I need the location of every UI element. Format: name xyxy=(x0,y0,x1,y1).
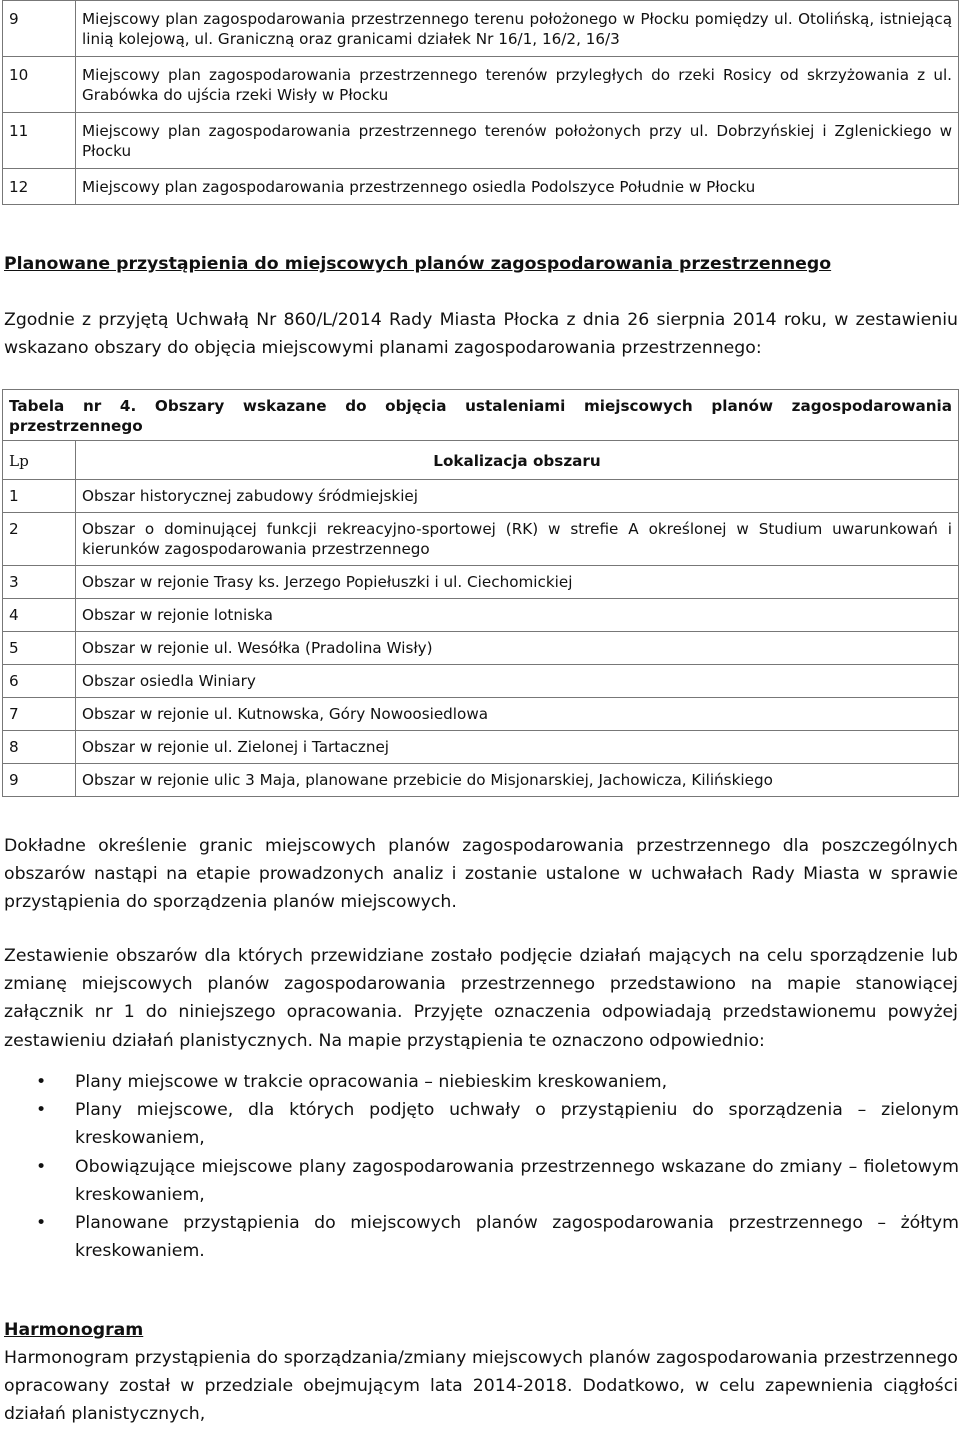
bullet-icon: • xyxy=(36,1072,47,1092)
table-row xyxy=(3,480,959,513)
list-item xyxy=(0,1068,959,1096)
row-number: 9 xyxy=(3,1,76,57)
row-number: 2 xyxy=(3,513,76,566)
list-item xyxy=(0,1096,959,1152)
row-number: 6 xyxy=(3,665,76,698)
table-row xyxy=(3,1,959,57)
row-text: Miejscowy plan zagospodarowania przestrzennego osiedla Podolszyce Południe w Płocku xyxy=(76,169,959,205)
row-text: Obszar w rejonie ul. Kutnowska, Góry Nowoosiedlowa xyxy=(76,698,959,731)
row-number: 7 xyxy=(3,698,76,731)
schedule-paragraph: Harmonogram przystąpienia do sporządzania/zmiany miejscowych planów zagospodarowania przestrzennego opracowany został w przedziale obejmującym lata 2014-2018. Dodatkowo, w celu zapewnienia ciągłości działań planistycznych, xyxy=(4,1348,958,1425)
planned-heading: Planowane przystąpienia do miejscowych planów zagospodarowania przestrzennego xyxy=(4,254,832,274)
table-row xyxy=(3,513,959,566)
row-number: 4 xyxy=(3,599,76,632)
planned-paragraph: Zgodnie z przyjętą Uchwałą Nr 860/L/2014 Rady Miasta Płocka z dnia 26 sierpnia 2014 roku, w zestawieniu wskazano obszary do objęcia miejscowymi planami zagospodarowania przestrzennego: xyxy=(4,310,958,359)
bullet-icon: • xyxy=(36,1100,47,1121)
table-4 xyxy=(2,389,959,797)
table-row xyxy=(3,113,959,169)
table-caption: Tabela nr 4. Obszary wskazane do objęcia ustaleniami miejscowych planów zagospodarowania przestrzennego xyxy=(3,390,959,441)
plans-table-continued xyxy=(2,0,959,205)
table-row xyxy=(3,731,959,764)
row-text: Miejscowy plan zagospodarowania przestrzennego terenu położonego w Płocku pomiędzy ul. Otolińską, istniejącą linią kolejową, ul. Graniczną oraz granicami działek Nr 16/1, 16/2, 16/3 xyxy=(76,1,959,57)
list-item-text: Obowiązujące miejscowe plany zagospodarowania przestrzennego wskazane do zmiany – fioletowym kreskowaniem, xyxy=(75,1156,959,1205)
row-text: Obszar osiedla Winiary xyxy=(76,665,959,698)
table-row xyxy=(3,764,959,797)
table-row xyxy=(3,599,959,632)
table-row xyxy=(3,57,959,113)
list-item xyxy=(0,1209,959,1265)
list-item-text: Plany miejscowe, dla których podjęto uchwały o przystąpieniu do sporządzenia – zielonym kreskowaniem, xyxy=(75,1100,959,1149)
column-header-location: Lokalizacja obszaru xyxy=(76,441,959,480)
table-row xyxy=(3,169,959,205)
row-number: 3 xyxy=(3,566,76,599)
row-text: Obszar o dominującej funkcji rekreacyjno-sportowej (RK) w strefie A określonej w Studium uwarunkowań i kierunków zagospodarowania przestrzennego xyxy=(76,513,959,566)
row-number: 9 xyxy=(3,764,76,797)
table-row xyxy=(3,632,959,665)
row-text: Obszar w rejonie ulic 3 Maja, planowane przebicie do Misjonarskiej, Jachowicza, Kilińskiego xyxy=(76,764,959,797)
bullet-icon: • xyxy=(36,1156,47,1177)
row-number: 1 xyxy=(3,480,76,513)
table-row xyxy=(3,665,959,698)
row-text: Miejscowy plan zagospodarowania przestrzennego terenów przyległych do rzeki Rosicy od skrzyżowania z ul. Grabówka do ujścia rzeki Wisły w Płocku xyxy=(76,57,959,113)
list-item-text: Planowane przystąpienia do miejscowych planów zagospodarowania przestrzennego – żółtym kreskowaniem. xyxy=(75,1213,959,1262)
table-caption-row xyxy=(3,390,959,441)
row-number: 8 xyxy=(3,731,76,764)
detail-paragraph: Dokładne określenie granic miejscowych planów zagospodarowania przestrzennego dla poszczególnych obszarów nastąpi na etapie prowadzonych analiz i zostanie ustalone w uchwałach Rady Miasta w sprawie przystąpienia do sporządzenia planów miejscowych. xyxy=(4,836,958,913)
row-number: 5 xyxy=(3,632,76,665)
list-item-text: Plany miejscowe w trakcie opracowania – niebieskim kreskowaniem, xyxy=(75,1072,668,1092)
row-text: Obszar w rejonie ul. Zielonej i Tartacznej xyxy=(76,731,959,764)
summary-paragraph: Zestawienie obszarów dla których przewidziane zostało podjęcie działań mających na celu sporządzenie lub zmianę miejscowych planów zagospodarowania przestrzennego przedstawiono na mapie stanowiącej załącznik nr 1 do niniejszego opracowania. Przyjęte oznaczenia odpowiadają przedstawionemu powyżej zestawieniu działań planistycznych. Na mapie przystąpienia te oznaczono odpowiednio: xyxy=(4,946,958,1051)
table-row xyxy=(3,566,959,599)
column-header-lp: Lp xyxy=(3,441,76,480)
row-number: 11 xyxy=(3,113,76,169)
row-text: Obszar w rejonie ul. Wesółka (Pradolina Wisły) xyxy=(76,632,959,665)
table-header-row xyxy=(3,441,959,480)
schedule-heading: Harmonogram xyxy=(4,1320,144,1340)
row-text: Miejscowy plan zagospodarowania przestrzennego terenów położonych przy ul. Dobrzyńskiej i Zglenickiego w Płocku xyxy=(76,113,959,169)
row-number: 10 xyxy=(3,57,76,113)
marking-list xyxy=(0,1068,960,1265)
row-number: 12 xyxy=(3,169,76,205)
list-item xyxy=(0,1153,959,1209)
bullet-icon: • xyxy=(36,1213,47,1234)
row-text: Obszar w rejonie Trasy ks. Jerzego Popiełuszki i ul. Ciechomickiej xyxy=(76,566,959,599)
table-row xyxy=(3,698,959,731)
row-text: Obszar historycznej zabudowy śródmiejskiej xyxy=(76,480,959,513)
row-text: Obszar w rejonie lotniska xyxy=(76,599,959,632)
